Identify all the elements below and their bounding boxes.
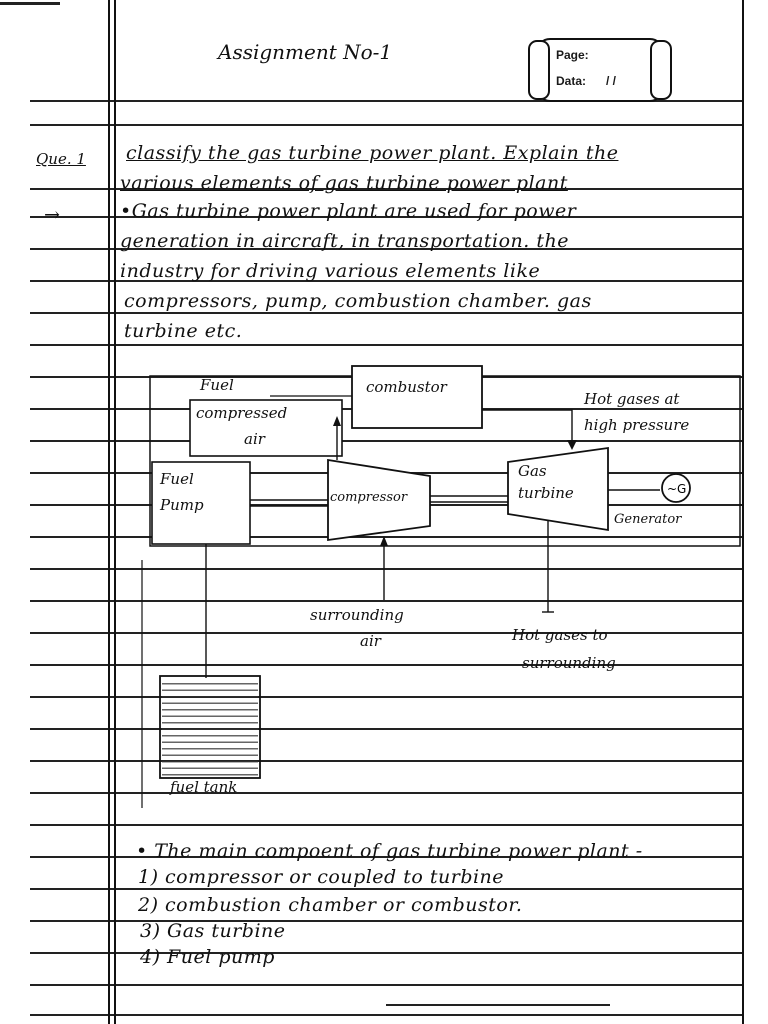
label-high-pressure: high pressure — [584, 416, 690, 434]
label-turbine: turbine — [518, 484, 574, 502]
answer-line: generation in aircraft, in transportation. the — [120, 230, 569, 252]
page-title: Assignment No-1 — [218, 40, 393, 64]
page-label: Page: — [556, 48, 589, 62]
fuel-tank-fill — [162, 678, 258, 776]
answer-line: industry for driving various elements like — [120, 260, 541, 282]
label-generator: Generator — [614, 512, 682, 527]
label-fuel: Fuel — [200, 376, 234, 394]
label-fuel-tank: fuel tank — [170, 778, 238, 796]
label-compressor: compressor — [330, 490, 408, 505]
combustor-box — [352, 366, 482, 428]
label-hot-gases: Hot gases at — [584, 390, 680, 408]
label-hot-gases-to: Hot gases to — [512, 626, 608, 644]
component-item: 4) Fuel pump — [140, 946, 275, 968]
label-combustor: combustor — [366, 378, 447, 396]
label-compressed: compressed — [196, 404, 288, 422]
label-surrounding: surrounding — [310, 606, 404, 624]
label-fuel-pump-2: Pump — [160, 496, 204, 514]
generator-symbol: ~G — [667, 482, 687, 496]
label-air: air — [244, 430, 265, 448]
component-item: 1) compressor or coupled to turbine — [138, 866, 505, 888]
components-intro: • The main compoent of gas turbine power plant - — [136, 840, 643, 862]
hot-gas-arrow — [482, 410, 572, 446]
arrow-marker: → — [44, 204, 61, 226]
arrow-head — [567, 440, 577, 450]
question-line: various elements of gas turbine power plant — [120, 172, 568, 194]
arrow-head — [380, 536, 388, 546]
date-value: / / — [606, 74, 617, 88]
question-line: classify the gas turbine power plant. Explain the — [126, 142, 619, 164]
question-number: Que. 1 — [36, 150, 86, 168]
component-item: 2) combustion chamber or combustor. — [138, 894, 523, 916]
answer-line: turbine etc. — [124, 320, 243, 342]
label-gas: Gas — [518, 462, 547, 480]
date-label: Data: — [556, 74, 587, 88]
label-surrounding-air: air — [360, 632, 381, 650]
label-fuel-pump-1: Fuel — [160, 470, 194, 488]
answer-line: •Gas turbine power plant are used for power — [120, 200, 577, 222]
label-surrounding-out: surrounding — [522, 654, 616, 672]
component-item: 3) Gas turbine — [140, 920, 286, 942]
answer-line: compressors, pump, combustion chamber. gas — [124, 290, 592, 312]
